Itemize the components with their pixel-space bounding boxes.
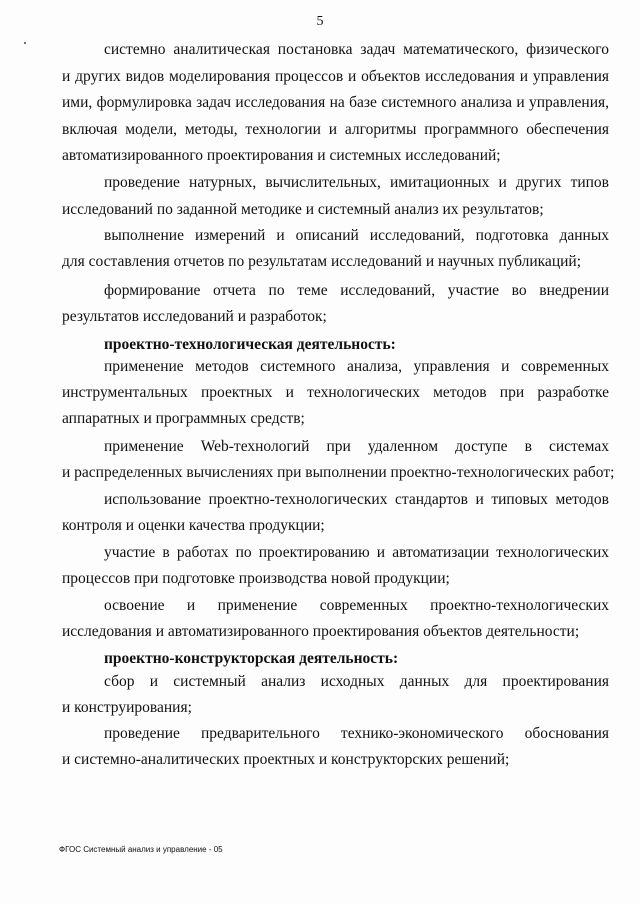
text-line: системно аналитическая постановка задач математического, физического	[104, 41, 609, 58]
text-line: участие в работах по проектированию и автоматизации технологических	[104, 544, 609, 561]
text-line: использование проектно-технологических стандартов и типовых методов	[104, 491, 609, 508]
text-line: и распределенных вычислениях при выполнении проектно-технологических работ;	[62, 464, 615, 481]
text-line: и конструирования;	[62, 699, 192, 716]
text-line: проектно-технологическая деятельность:	[104, 336, 396, 353]
text-line: ими, формулировка задач исследования на базе системного анализа и управления,	[62, 94, 609, 111]
page-number: 5	[316, 14, 324, 29]
text-line: для составления отчетов по результатам исследований и научных публикаций;	[62, 253, 582, 270]
page-footer: ФГОС Системный анализ и управление - 05	[59, 845, 223, 854]
text-line: проектно-конструкторская деятельность:	[104, 650, 399, 667]
text-line: сбор и системный анализ исходных данных для проектирования	[104, 673, 609, 690]
text-line: аппаратных и программных средств;	[62, 410, 305, 427]
text-line: контроля и оценки качества продукции;	[62, 517, 325, 534]
text-line: и системно-аналитических проектных и конструкторских решений;	[62, 751, 510, 768]
text-line: исследований по заданной методике и системный анализ их результатов;	[62, 201, 544, 218]
text-line: формирование отчета по теме исследований, участие во внедрении	[104, 282, 609, 299]
text-line: результатов исследований и разработок;	[62, 308, 327, 325]
text-line: автоматизированного проектирования и системных исследований;	[62, 147, 501, 164]
text-line: инструментальных проектных и технологических методов при разработке	[62, 384, 609, 401]
scan-speck	[24, 42, 26, 44]
text-line: применение методов системного анализа, управления и современных	[104, 358, 609, 375]
text-line: применение Web-технологий при удаленном доступе в системах	[104, 438, 609, 455]
text-line: включая модели, методы, технологии и алгоритмы программного обеспечения	[62, 120, 609, 138]
text-line: и других видов моделирования процессов и объектов исследования и управления	[62, 67, 609, 85]
text-line: выполнение измерений и описаний исследований, подготовка данных	[104, 227, 609, 244]
text-line: исследования и автоматизированного проектирования объектов деятельности;	[62, 623, 580, 640]
text-line: проведение натурных, вычислительных, имитационных и других типов	[104, 174, 609, 191]
text-line: освоение и применение современных проектно-технологических	[104, 597, 609, 614]
text-line: процессов при подготовке производства новой продукции;	[62, 570, 450, 587]
text-line: проведение предварительного технико-экономического обоснования	[104, 725, 609, 742]
